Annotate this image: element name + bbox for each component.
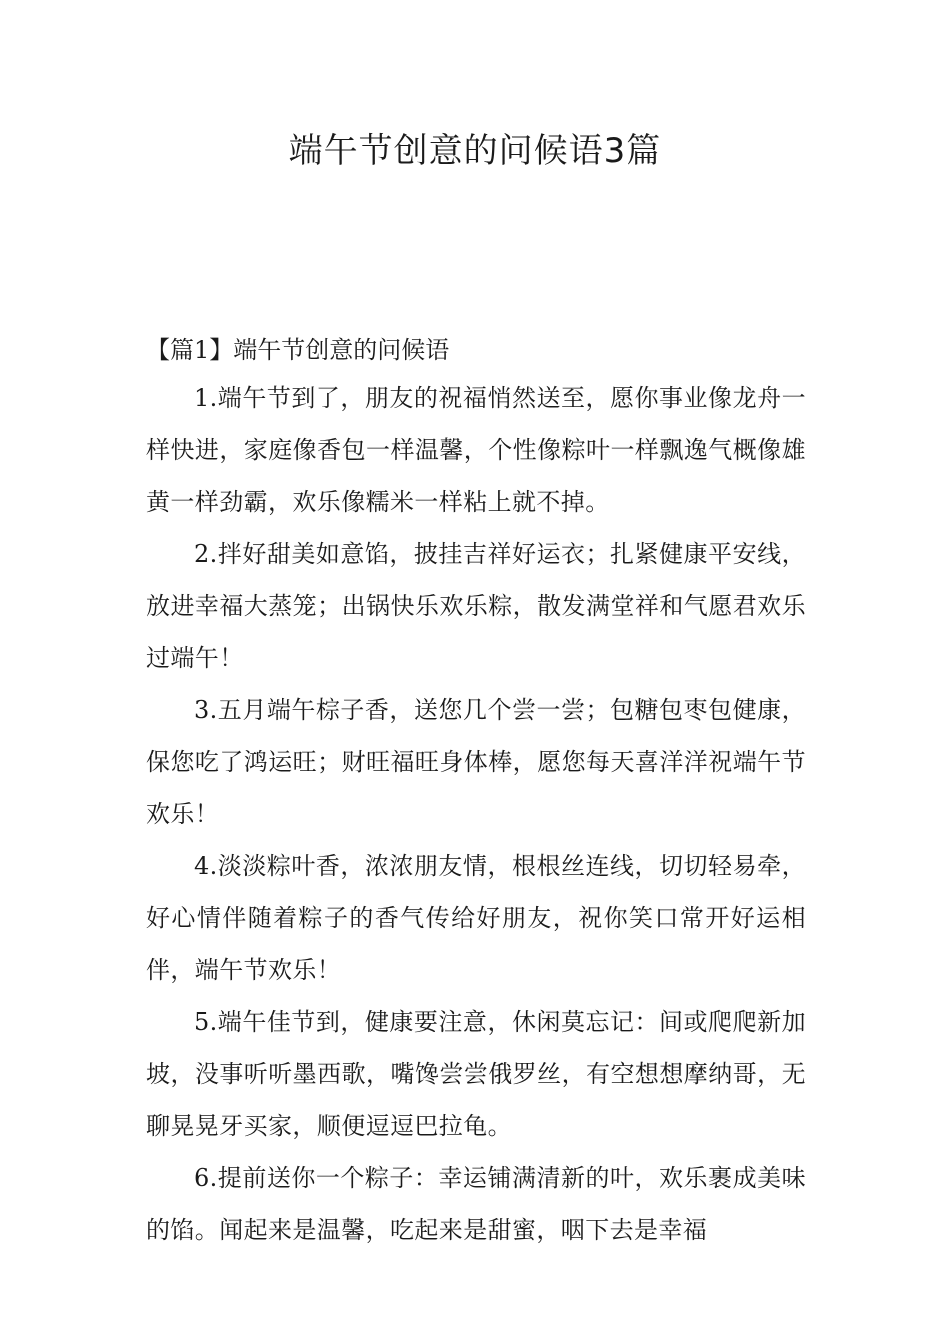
greeting-paragraph-2: 2.拌好甜美如意馅，披挂吉祥好运衣；扎紧健康平安线，放进幸福大蒸笼；出锅快乐欢乐粽，散发满堂祥和气愿君欢乐过端午！ (146, 540, 806, 672)
greeting-paragraph-6: 6.提前送你一个粽子：幸运铺满清新的叶，欢乐裹成美味的馅。闻起来是温馨，吃起来是甜蜜，咽下去是幸福 (146, 1164, 806, 1244)
section-1 (146, 328, 806, 1256)
document-title: 端午节创意的问候语3篇 (288, 131, 662, 171)
greeting-paragraph-3: 3.五月端午棕子香，送您几个尝一尝；包糖包枣包健康，保您吃了鸿运旺；财旺福旺身体棒，愿您每天喜洋洋祝端午节欢乐！ (146, 696, 806, 828)
greeting-paragraph-1: 1.端午节到了，朋友的祝福悄然送至，愿你事业像龙舟一样快进，家庭像香包一样温馨，个性像粽叶一样飘逸气概像雄黄一样劲霸，欢乐像糯米一样粘上就不掉。 (146, 384, 806, 516)
section-heading: 【篇1】端午节创意的问候语 (146, 336, 450, 364)
greeting-paragraph-4: 4.淡淡粽叶香，浓浓朋友情，根根丝连线，切切轻易牵，好心情伴随着粽子的香气传给好朋友，祝你笑口常开好运相伴，端午节欢乐！ (146, 852, 806, 984)
greeting-paragraph-5: 5.端午佳节到，健康要注意，休闲莫忘记：间或爬爬新加坡，没事听听墨西歌，嘴馋尝尝俄罗丝，有空想想摩纳哥，无聊晃晃牙买家，顺便逗逗巴拉龟。 (146, 1008, 806, 1140)
